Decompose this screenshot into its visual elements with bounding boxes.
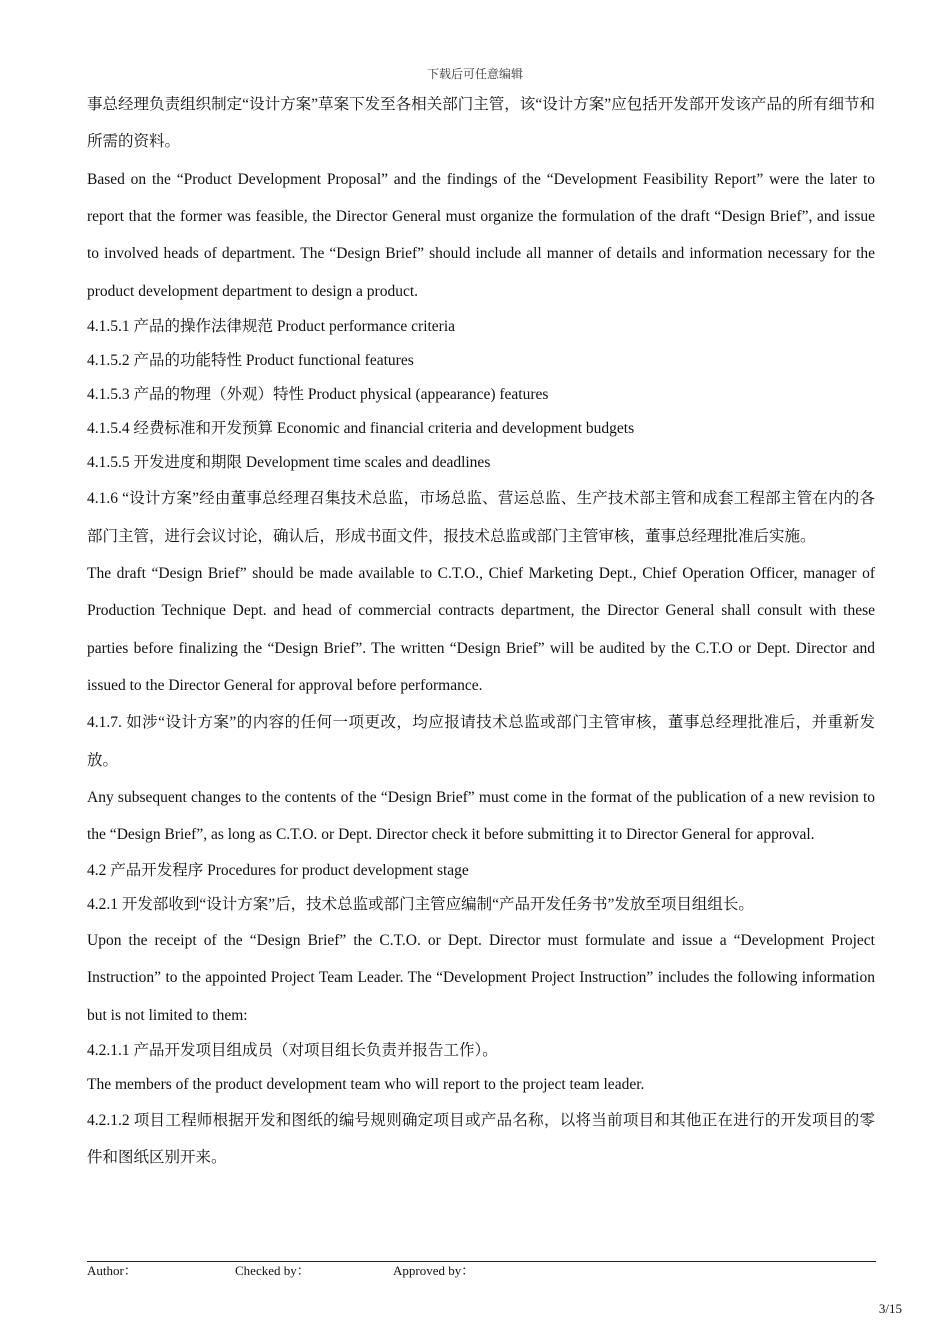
list-item-4-2-1-1: 4.2.1.1 产品开发项目组成员（对项目组长负责并报告工作）。	[87, 1042, 498, 1060]
footer-author-label: Author：	[87, 1263, 137, 1278]
footer-divider	[87, 1261, 876, 1262]
paragraph-en-4-2-1-1: The members of the product development team who will report to the project team leader.	[87, 1076, 645, 1094]
footer-approved-label: Approved by：	[393, 1263, 475, 1278]
list-item-4-1-5-2: 4.1.5.2 产品的功能特性 Product functional features	[87, 352, 414, 370]
paragraph-cn-4-2-1: 4.2.1 开发部收到“设计方案”后，技术总监或部门主管应编制“产品开发任务书”发放至项目组组长。	[87, 895, 754, 913]
document-body	[87, 86, 875, 1177]
paragraph-en-4-2-1: Upon the receipt of the “Design Brief” the C.T.O. or Dept. Director must formulate and issue a “Development Project Instruction” to the appointed Project Team Leader. The “Development Project Instruction” includes the following information but is not limited to them:	[87, 931, 875, 1024]
paragraph-cn-4-1-7: 4.1.7. 如涉“设计方案”的内容的任何一项更改，均应报请技术总监或部门主管审核，董事总经理批准后，并重新发放。	[87, 714, 875, 769]
section-heading-4-2: 4.2 产品开发程序 Procedures for product development stage	[87, 861, 469, 879]
list-item-4-1-5-5: 4.1.5.5 开发进度和期限 Development time scales and deadlines	[87, 454, 491, 472]
paragraph-en-4-1-6: The draft “Design Brief” should be made available to C.T.O., Chief Marketing Dept., Chief Operation Officer, manager of Production Technique Dept. and head of commercial contracts department, the Director General shall consult with these parties before finalizing the “Design Brief”. The written “Design Brief” will be audited by the C.T.O or Dept. Director and issued to the Director General for approval before performance.	[87, 564, 875, 695]
list-item-4-1-5-4: 4.1.5.4 经费标准和开发预算 Economic and financial criteria and development budgets	[87, 420, 635, 438]
page-number: 3/15	[878, 1301, 902, 1316]
paragraph-cn-4-1-6: 4.1.6 “设计方案”经由董事总经理召集技术总监，市场总监、营运总监、生产技术部主管和成套工程部主管在内的各部门主管，进行会议讨论，确认后，形成书面文件，报技术总监或部门主管审核，董事总经理批准后实施。	[87, 490, 875, 545]
list-item-4-2-1-2: 4.2.1.2 项目工程师根据开发和图纸的编号规则确定项目或产品名称，以将当前项目和其他正在进行的开发项目的零件和图纸区别开来。	[87, 1112, 875, 1167]
footer-checked-label: Checked by：	[235, 1263, 310, 1278]
list-item-4-1-5-3: 4.1.5.3 产品的物理（外观）特性 Product physical (appearance) features	[87, 386, 549, 404]
paragraph-en-4-1-7: Any subsequent changes to the contents of the “Design Brief” must come in the format of the publication of a new revision to the “Design Brief”, as long as C.T.O. or Dept. Director check it before submitting it to Director General for approval.	[87, 789, 875, 844]
list-item-4-1-5-1: 4.1.5.1 产品的操作法律规范 Product performance criteria	[87, 318, 456, 336]
paragraph-cn-design-brief-intro: 事总经理负责组织制定“设计方案”草案下发至各相关部门主管，该“设计方案”应包括开发部开发该产品的所有细节和所需的资料。	[87, 96, 875, 151]
page-header: 下载后可任意编辑	[426, 67, 523, 81]
paragraph-en-design-brief-intro: Based on the “Product Development Proposal” and the findings of the “Development Feasibility Report” were the later to report that the former was feasible, the Director General must organize the formulation of the draft “Design Brief”, and issue to involved heads of department. The “Design Brief” should include all manner of details and information necessary for the product development department to design a product.	[87, 170, 875, 300]
